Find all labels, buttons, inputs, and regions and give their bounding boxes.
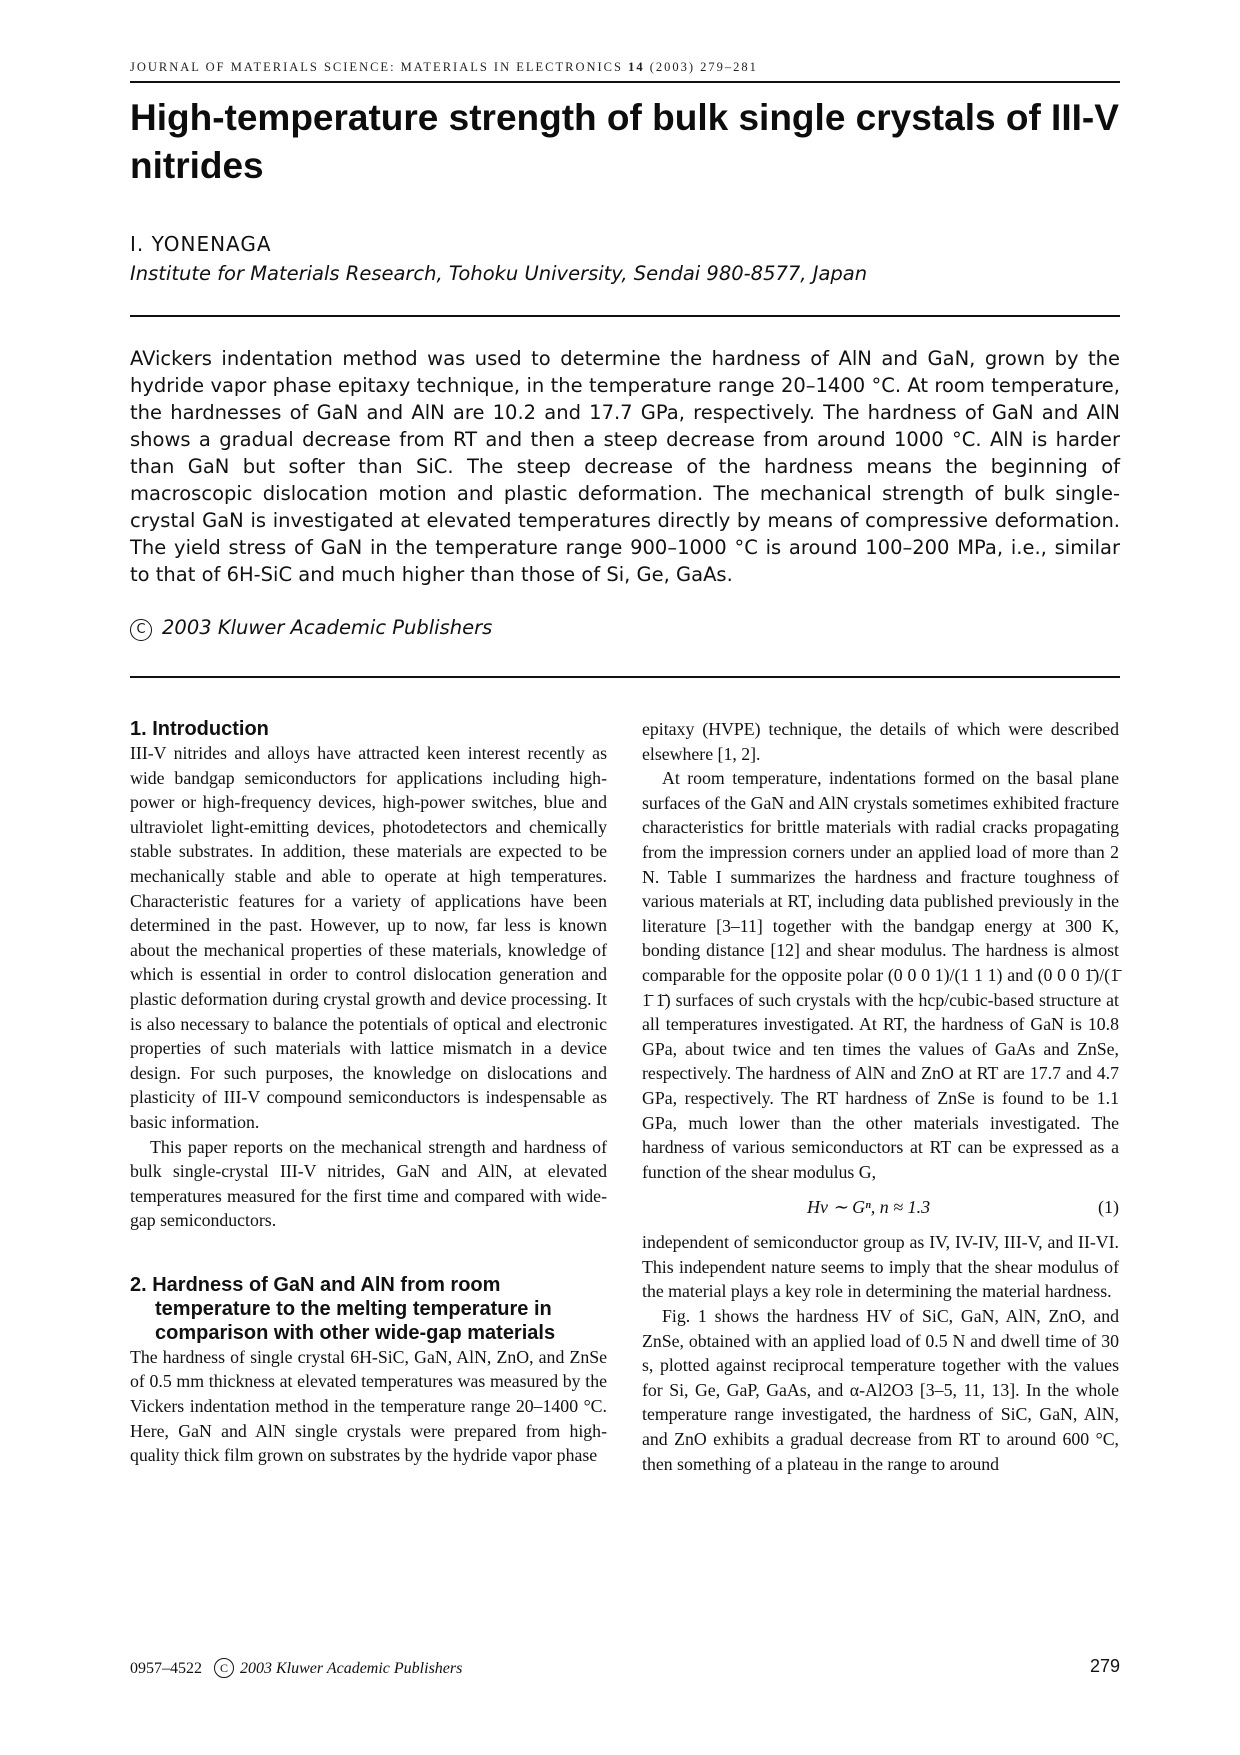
abstract-copyright-text: 2003 Kluwer Academic Publishers — [162, 616, 493, 639]
header-rule — [130, 81, 1120, 83]
equation-number: (1) — [1098, 1197, 1119, 1218]
abstract-top-rule — [130, 315, 1120, 317]
author-name: I. YONENAGA — [130, 232, 272, 256]
abstract: AVickers indentation method was used to determine the hardness of AlN and GaN, grown by the hydride vapor phase epitaxy technique, in the temperature range 20–1400 °C. At room temperature, the hardnesses of GaN and AlN are 10.2 and 17.7 GPa, respectively. The hardness of GaN and AlN shows a gradual decrease from RT and then a steep decrease from around 1000 °C. AlN is harder than GaN but softer than SiC. The steep decrease of the hardness means the beginning of macroscopic dislocation motion and plastic deformation. The mechanical strength of bulk single-crystal GaN is investigated at elevated temperatures directly by means of compressive deformation. The yield stress of GaN in the temperature range 900–1000 °C is around 100–200 MPa, i.e., similar to that of 6H-SiC and much higher than those of Si, Ge, GaAs. — [130, 347, 1120, 586]
left-column — [130, 717, 607, 1468]
journal-name: JOURNAL OF MATERIALS SCIENCE: MATERIALS IN ELECTRONICS — [130, 60, 623, 74]
article-title: High-temperature strength of bulk single crystals of III-V nitrides — [130, 97, 1119, 186]
section-2-heading: 2. Hardness of GaN and AlN from room temperature to the melting temperature in comparison with other wide-gap materials — [130, 1273, 556, 1344]
section-2-paragraph-1: The hardness of single crystal 6H-SiC, GaN, AlN, ZnO, and ZnSe of 0.5 mm thickness at elevated temperatures was measured by the Vickers indentation method in the temperature range 20–1400 °C. Here, GaN and AlN single crystals were prepared from high-quality thick film grown on substrates by the hydride vapor phase — [130, 1346, 607, 1466]
equation-1 — [642, 1184, 1119, 1230]
right-paragraph-2: At room temperature, indentations formed on the basal plane surfaces of the GaN and AlN crystals sometimes exhibited fracture characteristics for brittle materials with radial cracks propagating from the impression corners under an applied load of more than 2 N. Table I summarizes the hardness and fracture toughness of various materials at RT, including data published previously in the literature [3–11] together with the bandgap energy at 300 K, bonding distance [12] and shear modulus. The hardness is almost comparable for the opposite polar (0 0 0 1)/(1 1 1) and (0 0 0 1̄)/(1̄ 1̄ 1̄) surfaces of such crystals with the hcp/cubic-based structure at all temperatures investigated. At RT, the hardness of GaN is 10.8 GPa, about twice and ten times the values of GaAs and ZnSe, respectively. The hardness of AlN and ZnO at RT are 17.7 and 4.7 GPa, respectively. The RT hardness of ZnSe is found to be 1.1 GPa, much lower than the other materials investigated. The hardness of various semiconductors at RT can be expressed as a function of the shear modulus G, — [642, 768, 1119, 1182]
right-paragraph-3: independent of semiconductor group as IV, IV-IV, III-V, and II-VI. This independent nature seems to imply that the shear modulus of the material plays a key role in determining the material hardness. — [642, 1232, 1119, 1302]
abstract-copyright — [130, 616, 492, 641]
journal-year-pages: (2003) 279–281 — [649, 60, 758, 74]
journal-volume: 14 — [628, 60, 645, 74]
right-column — [642, 717, 1119, 1476]
copyright-icon: C — [130, 619, 152, 641]
abstract-bottom-rule — [130, 676, 1120, 678]
right-paragraph-1: epitaxy (HVPE) technique, the details of which were described elsewhere [1, 2]. — [642, 719, 1119, 764]
footer-info — [130, 1658, 462, 1678]
footer-issn: 0957–4522 — [130, 1660, 202, 1677]
footer-copyright-icon: C — [214, 1658, 234, 1678]
running-head — [130, 60, 1120, 75]
right-paragraph-4: Fig. 1 shows the hardness HV of SiC, GaN, AlN, ZnO, and ZnSe, obtained with an applied load of 0.5 N and dwell time of 30 s, plotted against reciprocal temperature together with the values for Si, Ge, GaP, GaAs, and α-Al2O3 [3–5, 11, 13]. In the whole temperature range investigated, the hardness of SiC, GaN, AlN, and ZnO exhibits a gradual decrease from RT to around 600 °C, then something of a plateau in the range to around — [642, 1306, 1119, 1474]
author-affiliation: Institute for Materials Research, Tohoku University, Sendai 980-8577, Japan — [130, 262, 868, 285]
section-1-paragraph-2: This paper reports on the mechanical strength and hardness of bulk single-crystal III-V nitrides, GaN and AlN, at elevated temperatures measured for the first time and compared with wide-gap semiconductors. — [130, 1136, 607, 1231]
footer-publisher: 2003 Kluwer Academic Publishers — [240, 1660, 463, 1677]
section-1-paragraph-1: III-V nitrides and alloys have attracted keen interest recently as wide bandgap semiconductors for applications including high-power or high-frequency devices, high-power switches, blue and ultraviolet light-emitting devices, photodetectors and chemically stable substrates. In addition, these materials are expected to be mechanically stable and able to operate at high temperatures. Characteristic features for a variety of applications have been determined in the past. However, up to now, far less is known about the mechanical properties of these materials, knowledge of which is essential in order to control dislocation generation and plastic deformation during crystal growth and device processing. It is also necessary to balance the potentials of optical and electronic properties of such materials with lattice mismatch in a device design. For such purposes, the knowledge on dislocations and plasticity of III-V compound semiconductors is indespensable as basic information. — [130, 743, 607, 1132]
equation-body: Hv ∼ Gⁿ, n ≈ 1.3 — [807, 1197, 931, 1218]
section-1-heading: 1. Introduction — [130, 718, 269, 740]
page-number: 279 — [1089, 1656, 1120, 1676]
